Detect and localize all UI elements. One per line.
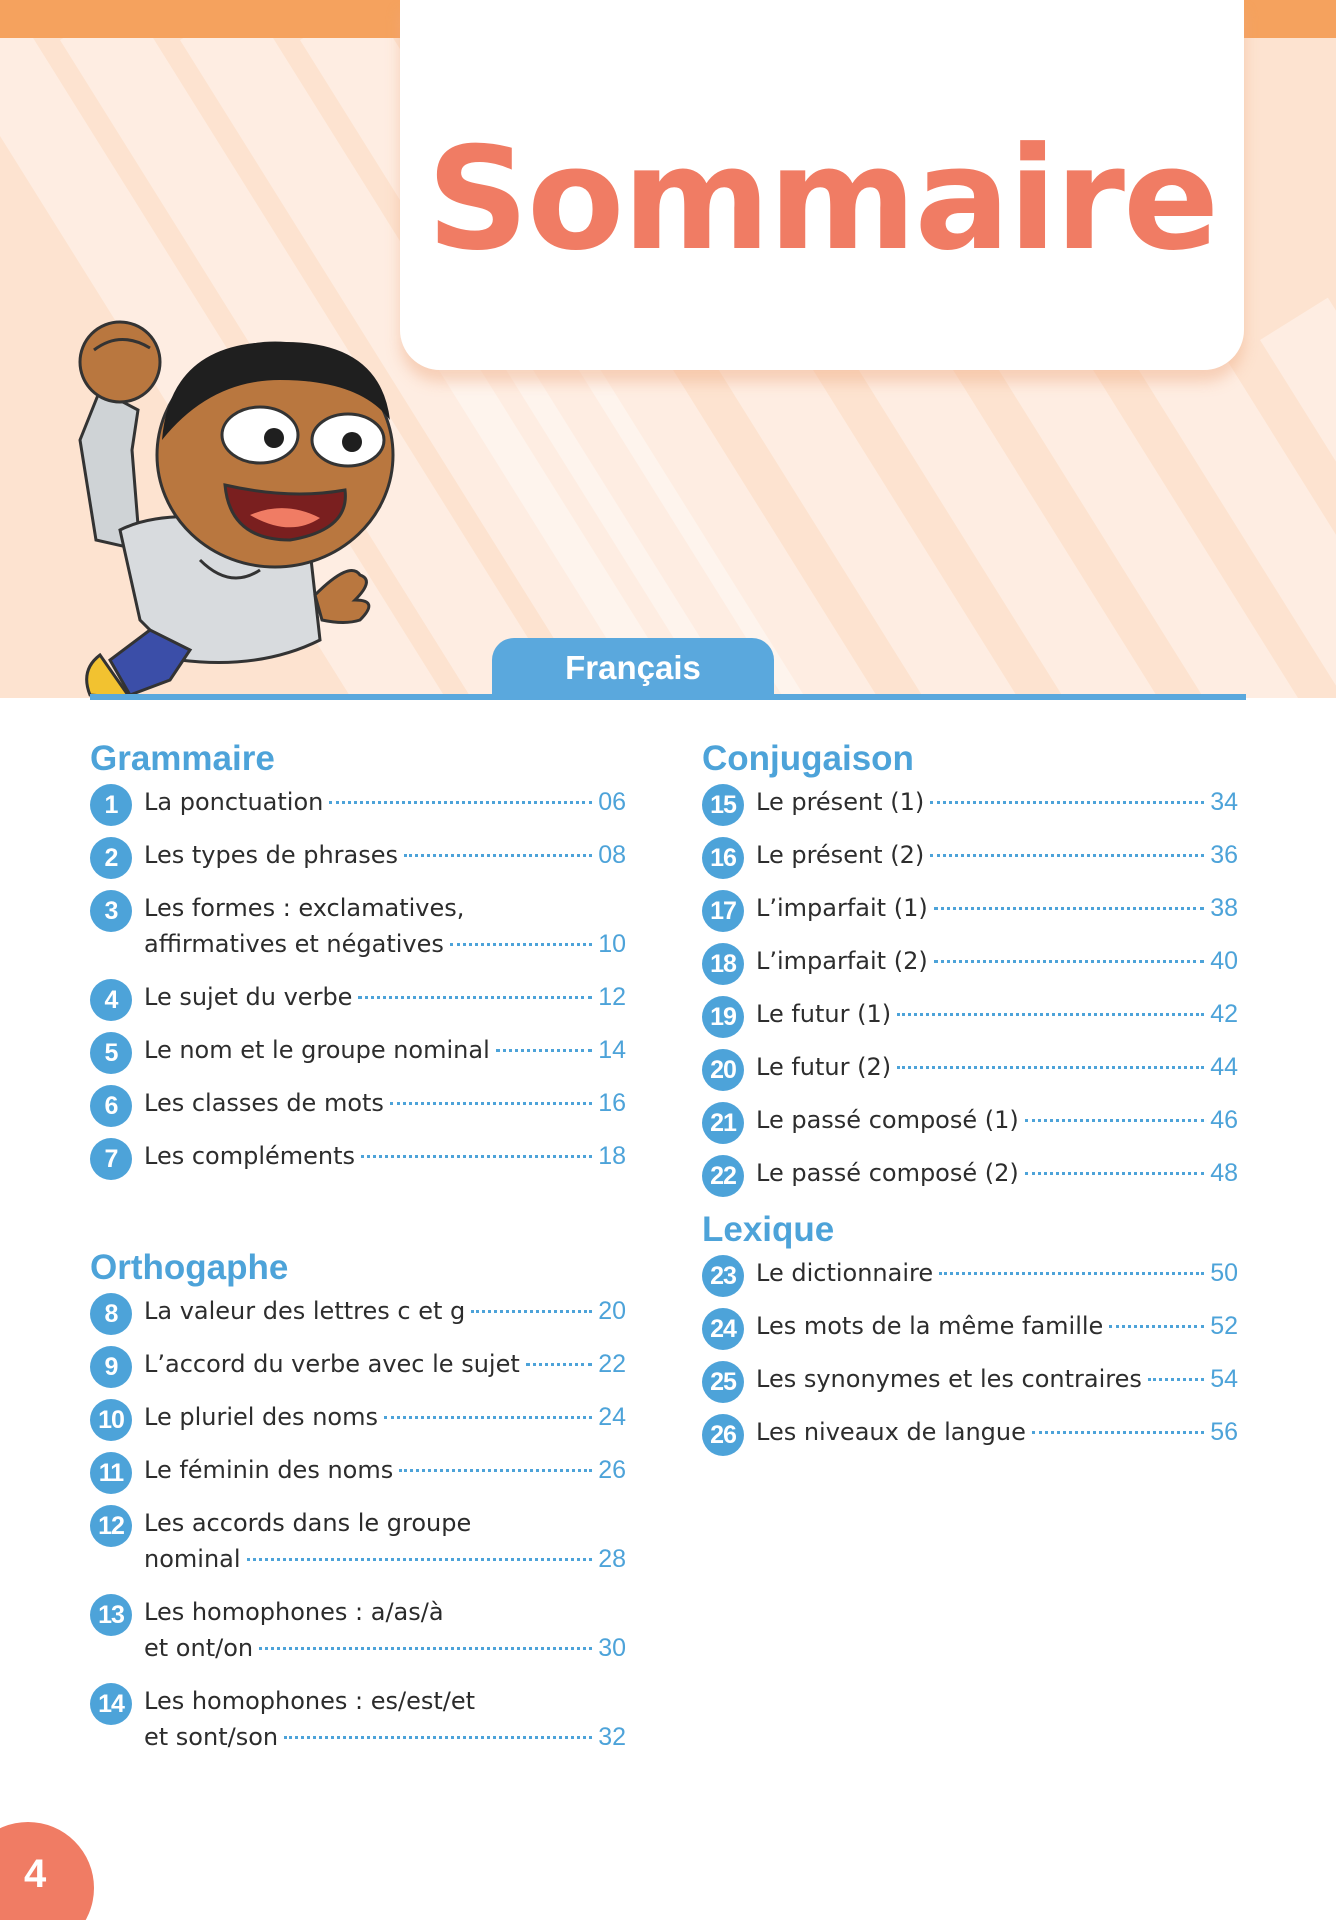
dot-leader xyxy=(361,1155,592,1158)
toc-entry-line xyxy=(756,1102,1238,1138)
toc-entry-title: Le féminin des noms xyxy=(144,1456,394,1484)
toc-page-number: 54 xyxy=(1210,1365,1238,1393)
lesson-number-badge: 8 xyxy=(90,1293,132,1335)
section-title-orthographe: Orthogaphe xyxy=(90,1248,289,1287)
toc-entry[interactable] xyxy=(702,996,1238,1032)
toc-entry-line xyxy=(756,890,1238,926)
toc-entry[interactable] xyxy=(702,1155,1238,1191)
lexique-list xyxy=(702,1255,1238,1450)
dot-leader xyxy=(496,1049,592,1052)
toc-page-number: 36 xyxy=(1210,841,1238,869)
page-title: Sommaire xyxy=(426,116,1218,282)
toc-right-column xyxy=(702,738,1238,1467)
dot-leader xyxy=(259,1647,592,1650)
lesson-number-badge: 22 xyxy=(702,1155,744,1197)
toc-entry-title: Les formes : exclamatives, xyxy=(144,894,465,922)
toc-page-number: 30 xyxy=(598,1634,626,1662)
lesson-number-badge: 4 xyxy=(90,979,132,1021)
toc-entry-line xyxy=(756,1361,1238,1397)
grammaire-list xyxy=(90,784,626,1174)
lesson-number-badge: 7 xyxy=(90,1138,132,1180)
toc-entry-line xyxy=(144,784,626,820)
lesson-number-badge: 9 xyxy=(90,1346,132,1388)
toc-page-number: 32 xyxy=(598,1723,626,1751)
dot-leader xyxy=(897,1013,1204,1016)
toc-entry-title: Le nom et le groupe nominal xyxy=(144,1036,490,1064)
dot-leader xyxy=(1025,1172,1204,1175)
toc-left-column xyxy=(90,738,626,1772)
toc-entry-line xyxy=(756,943,1238,979)
top-accent-bar-right xyxy=(1244,0,1336,38)
toc-page-number: 20 xyxy=(598,1297,626,1325)
toc-entry[interactable] xyxy=(90,784,626,820)
toc-entry-title: Le pluriel des noms xyxy=(144,1403,378,1431)
toc-entry-title: Les synonymes et les contraires xyxy=(756,1365,1142,1393)
toc-entry-line xyxy=(756,1255,1238,1291)
toc-page-number: 44 xyxy=(1210,1053,1238,1081)
toc-entry-line xyxy=(144,979,626,1015)
toc-entry[interactable] xyxy=(702,1414,1238,1450)
toc-entry[interactable] xyxy=(90,1085,626,1121)
toc-entry-title-continued: nominal xyxy=(144,1545,241,1573)
lesson-number-badge: 12 xyxy=(90,1505,132,1547)
dot-leader xyxy=(404,854,592,857)
toc-entry-title: Les classes de mots xyxy=(144,1089,384,1117)
toc-entry[interactable] xyxy=(702,837,1238,873)
toc-entry-line xyxy=(144,1293,626,1329)
section-title-grammaire: Grammaire xyxy=(90,739,275,778)
toc-entry[interactable] xyxy=(90,1399,626,1435)
toc-entry-line xyxy=(756,1414,1238,1450)
toc-entry-line xyxy=(144,1346,626,1382)
toc-page-number: 38 xyxy=(1210,894,1238,922)
toc-entry-title: Le passé composé (1) xyxy=(756,1106,1019,1134)
toc-page-number: 24 xyxy=(598,1403,626,1431)
toc-entry-title: Les homophones : es/est/et xyxy=(144,1687,476,1715)
toc-entry-title: Le présent (2) xyxy=(756,841,925,869)
lesson-number-badge: 1 xyxy=(90,784,132,826)
toc-entry-line xyxy=(756,1308,1238,1344)
toc-page-number: 10 xyxy=(598,930,626,958)
toc-page-number: 48 xyxy=(1210,1159,1238,1187)
toc-page-number: 56 xyxy=(1210,1418,1238,1446)
top-accent-bar-left xyxy=(0,0,400,38)
conjugaison-list xyxy=(702,784,1238,1191)
toc-entry-line xyxy=(756,996,1238,1032)
lesson-number-badge: 15 xyxy=(702,784,744,826)
toc-entry-line xyxy=(144,1085,626,1121)
toc-entry-title: L’accord du verbe avec le sujet xyxy=(144,1350,520,1378)
toc-entry-line xyxy=(144,1032,626,1068)
lesson-number-badge: 26 xyxy=(702,1414,744,1456)
dot-leader xyxy=(1148,1378,1204,1381)
dot-leader xyxy=(1109,1325,1204,1328)
toc-entry[interactable] xyxy=(702,890,1238,926)
toc-entry[interactable] xyxy=(90,837,626,873)
toc-page-number: 06 xyxy=(598,788,626,816)
section-title-lexique: Lexique xyxy=(702,1210,835,1249)
toc-entry-line xyxy=(144,1541,626,1577)
lesson-number-badge: 10 xyxy=(90,1399,132,1441)
lesson-number-badge: 14 xyxy=(90,1683,132,1725)
toc-entry-line xyxy=(756,784,1238,820)
lesson-number-badge: 16 xyxy=(702,837,744,879)
toc-entry-title: Les mots de la même famille xyxy=(756,1312,1104,1340)
toc-entry-title: La valeur des lettres c et g xyxy=(144,1297,466,1325)
toc-entry[interactable] xyxy=(90,1138,626,1174)
toc-page-number: 26 xyxy=(598,1456,626,1484)
toc-entry-line xyxy=(144,1399,626,1435)
toc-entry[interactable] xyxy=(90,890,626,962)
toc-page-number: 22 xyxy=(598,1350,626,1378)
toc-page-number: 08 xyxy=(598,841,626,869)
toc-entry-line xyxy=(144,1719,626,1755)
toc-entry[interactable] xyxy=(90,1683,626,1755)
dot-leader xyxy=(358,996,592,999)
toc-entry-title: Le futur (2) xyxy=(756,1053,892,1081)
toc-entry-title: L’imparfait (1) xyxy=(756,894,928,922)
toc-entry[interactable] xyxy=(702,1102,1238,1138)
toc-page-number: 52 xyxy=(1210,1312,1238,1340)
toc-entry-title: Les homophones : a/as/à xyxy=(144,1598,444,1626)
toc-entry[interactable] xyxy=(702,1255,1238,1291)
toc-entry[interactable] xyxy=(90,1032,626,1068)
toc-entry[interactable] xyxy=(702,943,1238,979)
toc-page-number: 40 xyxy=(1210,947,1238,975)
toc-entry-line xyxy=(144,837,626,873)
toc-entry-line xyxy=(756,1049,1238,1085)
toc-entry-title: Le passé composé (2) xyxy=(756,1159,1019,1187)
lesson-number-badge: 20 xyxy=(702,1049,744,1091)
dot-leader xyxy=(399,1469,592,1472)
dot-leader xyxy=(471,1310,592,1313)
cartoon-boy-illustration xyxy=(60,300,440,700)
lesson-number-badge: 13 xyxy=(90,1594,132,1636)
toc-entry-title: Les accords dans le groupe xyxy=(144,1509,472,1537)
toc-entry-title: Les niveaux de langue xyxy=(756,1418,1026,1446)
dot-leader xyxy=(1025,1119,1204,1122)
dot-leader xyxy=(384,1416,592,1419)
toc-entry-line xyxy=(144,1452,626,1488)
dot-leader xyxy=(329,801,592,804)
toc-entry[interactable] xyxy=(90,1452,626,1488)
dot-leader xyxy=(284,1736,592,1739)
lesson-number-badge: 24 xyxy=(702,1308,744,1350)
dot-leader xyxy=(939,1272,1204,1275)
toc-page-number: 18 xyxy=(598,1142,626,1170)
orthographe-list xyxy=(90,1293,626,1755)
dot-leader xyxy=(897,1066,1204,1069)
toc-entry[interactable] xyxy=(702,1308,1238,1344)
toc-entry-title: Le dictionnaire xyxy=(756,1259,934,1287)
lesson-number-badge: 2 xyxy=(90,837,132,879)
toc-entry[interactable] xyxy=(702,784,1238,820)
lesson-number-badge: 25 xyxy=(702,1361,744,1403)
lesson-number-badge: 21 xyxy=(702,1102,744,1144)
dot-leader xyxy=(390,1102,592,1105)
lesson-number-badge: 11 xyxy=(90,1452,132,1494)
title-card xyxy=(400,0,1244,370)
toc-entry-title: Le sujet du verbe xyxy=(144,983,353,1011)
subject-tab-francais: Français xyxy=(492,638,774,698)
toc-page-number: 28 xyxy=(598,1545,626,1573)
toc-entry[interactable] xyxy=(90,1346,626,1382)
toc-entry-line xyxy=(144,1138,626,1174)
toc-entry-title: L’imparfait (2) xyxy=(756,947,928,975)
toc-page-number: 34 xyxy=(1210,788,1238,816)
toc-entry-title: Les types de phrases xyxy=(144,841,399,869)
lesson-number-badge: 3 xyxy=(90,890,132,932)
toc-entry-line xyxy=(144,926,626,962)
toc-entry-title-continued: affirmatives et négatives xyxy=(144,930,444,958)
dot-leader xyxy=(934,960,1204,963)
page-number: 4 xyxy=(24,1852,47,1896)
toc-entry[interactable] xyxy=(90,979,626,1015)
dot-leader xyxy=(247,1558,593,1561)
lesson-number-badge: 18 xyxy=(702,943,744,985)
toc-entry-title: Le futur (1) xyxy=(756,1000,892,1028)
toc-entry-title: Les compléments xyxy=(144,1142,356,1170)
toc-entry[interactable] xyxy=(702,1049,1238,1085)
toc-entry-title: La ponctuation xyxy=(144,788,324,816)
toc-entry[interactable] xyxy=(90,1505,626,1577)
section-divider xyxy=(90,694,1246,700)
section-title-conjugaison: Conjugaison xyxy=(702,739,914,778)
dot-leader xyxy=(1032,1431,1204,1434)
toc-entry[interactable] xyxy=(702,1361,1238,1397)
toc-entry-line xyxy=(756,1155,1238,1191)
dot-leader xyxy=(930,854,1204,857)
toc-entry-title: Le présent (1) xyxy=(756,788,925,816)
toc-page-number: 42 xyxy=(1210,1000,1238,1028)
lesson-number-badge: 19 xyxy=(702,996,744,1038)
dot-leader xyxy=(930,801,1204,804)
toc-entry-line xyxy=(756,837,1238,873)
toc-entry-line xyxy=(144,1630,626,1666)
lesson-number-badge: 23 xyxy=(702,1255,744,1297)
dot-leader xyxy=(934,907,1204,910)
page-number-badge xyxy=(0,1822,94,1920)
toc-entry-title-continued: et sont/son xyxy=(144,1723,279,1751)
lesson-number-badge: 5 xyxy=(90,1032,132,1074)
toc-page-number: 14 xyxy=(598,1036,626,1064)
toc-page-number: 16 xyxy=(598,1089,626,1117)
toc-entry-title-continued: et ont/on xyxy=(144,1634,254,1662)
lesson-number-badge: 6 xyxy=(90,1085,132,1127)
toc-page-number: 12 xyxy=(598,983,626,1011)
lesson-number-badge: 17 xyxy=(702,890,744,932)
dot-leader xyxy=(526,1363,592,1366)
toc-entry[interactable] xyxy=(90,1594,626,1666)
toc-page-number: 46 xyxy=(1210,1106,1238,1134)
toc-entry[interactable] xyxy=(90,1293,626,1329)
dot-leader xyxy=(450,943,592,946)
toc-page-number: 50 xyxy=(1210,1259,1238,1287)
